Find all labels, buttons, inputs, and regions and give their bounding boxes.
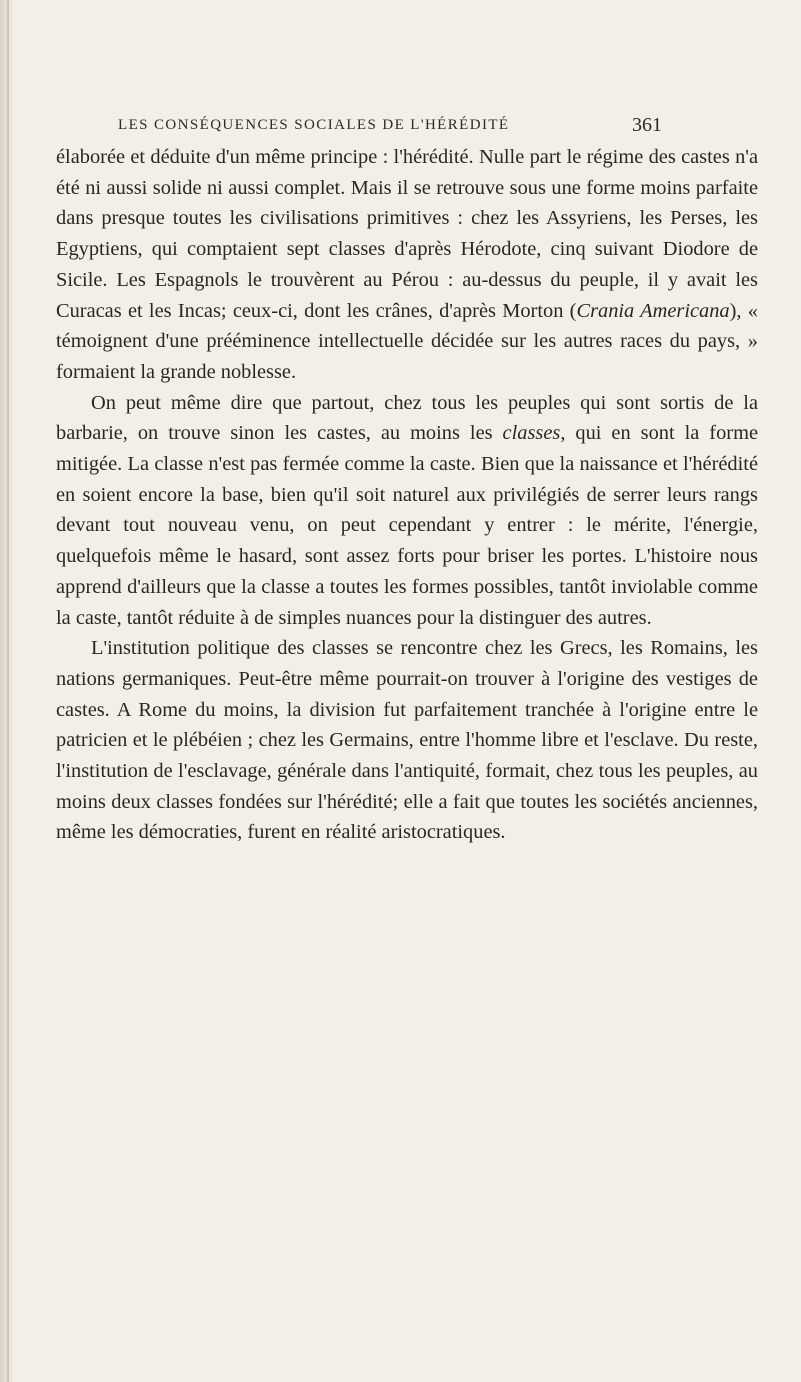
paragraph-2-italic: classes bbox=[502, 422, 561, 445]
paragraph-1-italic: Crania Americana bbox=[576, 299, 730, 322]
paragraph-2-text-b: , qui en sont la forme mitigée. La classe n'est pas fermée comme la caste. Bien que la naissance et l'hérédité en soient encore la base, bien qu'il soit naturel aux privilégiés de serrer leurs rangs devant tout nouveau venu, on peut cependant y entrer : le mérite, l'énergie, quelquefois même le hasard, sont assez forts pour briser les portes. L'histoire nous apprend d'ailleurs que la classe a toutes les formes possibles, tantôt inviolable comme la caste, tantôt réduite à de simples nuances pour la distinguer des autres. bbox=[56, 422, 758, 629]
paragraph-2-text-a: On peut même dire que partout, chez tous les peuples qui sont sortis de la barbarie, on trouve sinon les castes, au moins les bbox=[56, 391, 758, 445]
page-number: 361 bbox=[632, 113, 662, 136]
running-title: LES CONSÉQUENCES SOCIALES DE L'HÉRÉDITÉ bbox=[118, 116, 510, 133]
paragraph-1-text-b: ), « témoignent d'une prééminence intellectuelle décidée sur les autres races du pays, » formaient la grande noblesse. bbox=[56, 299, 758, 383]
paragraph-3: L'institution politique des classes se rencontre chez les Grecs, les Romains, les nations germaniques. Peut-être même pourrait-on trouver à l'origine des vestiges de castes. A Rome du moins, la division fut parfaitement tranchée à l'origine entre le patricien et le plébéien ; chez les Germains, entre l'homme libre et l'esclave. Du reste, l'institution de l'esclavage, générale dans l'antiquité, formait, chez tous les peuples, au moins deux classes fondées sur l'hérédité; elle a fait que toutes les sociétés anciennes, même les démocraties, furent en réalité aristocratiques. bbox=[56, 637, 758, 844]
paragraph-2 bbox=[56, 388, 758, 634]
paragraph-1 bbox=[56, 142, 758, 388]
paragraph-1-text-a: élaborée et déduite d'un même principe : l'hérédité. Nulle part le régime des castes n'a été ni aussi solide ni aussi complet. Mais il se retrouve sous une forme moins parfaite dans presque toutes les civilisations primitives : chez les Assyriens, les Perses, les Egyptiens, qui comptaient sept classes d'après Hérodote, cinq suivant Diodore de Sicile. Les Espagnols le trouvèrent au Pérou : au-dessus du peuple, il y avait les Curacas et les Incas; ceux-ci, dont les crânes, d'après Morton ( bbox=[56, 146, 758, 322]
running-head bbox=[118, 110, 662, 140]
body-text bbox=[56, 142, 758, 848]
page-gutter-line bbox=[7, 0, 9, 1382]
